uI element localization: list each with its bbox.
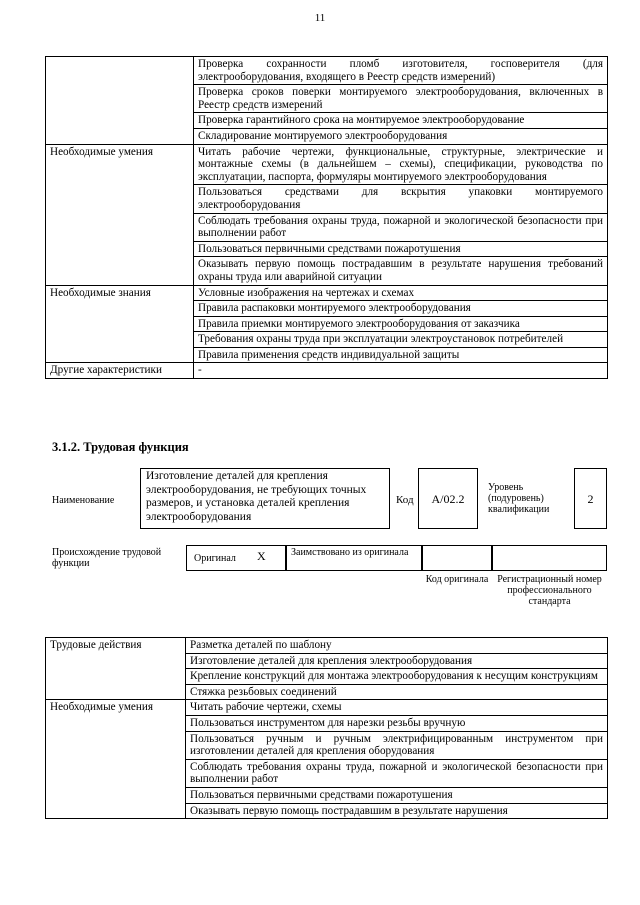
- table-row: [46, 285, 608, 301]
- row-item: Разметка деталей по шаблону: [186, 638, 608, 654]
- table-row: [46, 57, 608, 85]
- row-label: Необходимые умения: [46, 144, 194, 285]
- row-label: Трудовые действия: [46, 638, 186, 700]
- requirements-table-2: [45, 637, 608, 819]
- row-label: [46, 57, 194, 145]
- table-row: [46, 144, 608, 185]
- row-item: Проверка сроков поверки монтируемого электрооборудования, включенных в Реестр средств измерений: [194, 85, 608, 113]
- name-label: Наименование: [52, 495, 115, 506]
- row-item: Оказывать первую помощь пострадавшим в результате нарушения: [186, 803, 608, 819]
- row-item: Правила приемки монтируемого электрооборудования от заказчика: [194, 316, 608, 332]
- page-number: 11: [314, 12, 326, 24]
- row-label: Другие характеристики: [46, 363, 194, 379]
- code-label: Код: [396, 494, 414, 506]
- row-item: Крепление конструкций для монтажа электрооборудования к несущим конструкциям: [186, 669, 608, 685]
- row-item: Стяжка резьбовых соединений: [186, 684, 608, 700]
- row-item: Требования охраны труда при эксплуатации электроустановок потребителей: [194, 332, 608, 348]
- row-item: Условные изображения на чертежах и схемах: [194, 285, 608, 301]
- row-item: Пользоваться первичными средствами пожаротушения: [186, 787, 608, 803]
- function-code: A/02.2: [418, 468, 478, 529]
- row-item: Пользоваться первичными средствами пожаротушения: [194, 241, 608, 257]
- row-item: Проверка гарантийного срока на монтируемое электрооборудование: [194, 113, 608, 129]
- table-row: [46, 700, 608, 716]
- reg-number-label: Регистрационный номер профессионального стандарта: [497, 574, 602, 607]
- origin-label: Происхождение трудовой функции: [52, 547, 162, 569]
- original-mark: X: [257, 549, 266, 563]
- row-item: Пользоваться инструментом для нарезки резьбы вручную: [186, 715, 608, 731]
- row-item: Проверка сохранности пломб изготовителя, госповерителя (для электрооборудования, входящего в Реестр средств измерений): [194, 57, 608, 85]
- function-name: Изготовление деталей для крепления электрооборудования, не требующих точных размеров, и установка деталей крепления электрооборудования: [140, 468, 390, 529]
- row-item: -: [194, 363, 608, 379]
- table-row: [46, 638, 608, 654]
- row-item: Пользоваться средствами для вскрытия упаковки монтируемого электрооборудования: [194, 185, 608, 213]
- reg-number-cell: [492, 545, 607, 571]
- table-row: [46, 363, 608, 379]
- row-item: Изготовление деталей для крепления электрооборудования: [186, 653, 608, 669]
- row-label: Необходимые знания: [46, 285, 194, 363]
- row-label: Необходимые умения: [46, 700, 186, 819]
- row-item: Читать рабочие чертежи, функциональные, структурные, электрические и монтажные схемы (в дальнейшем – схемы), спецификации, руководства по эксплуатации, паспорта, формуляры монтируемого электрооборудования: [194, 144, 608, 185]
- original-cell: [186, 545, 286, 571]
- borrowed-cell: [286, 545, 422, 571]
- row-item: Складирование монтируемого электрооборудования: [194, 128, 608, 144]
- row-item: Оказывать первую помощь пострадавшим в результате нарушения требований охраны труда или аварийной ситуации: [194, 257, 608, 285]
- row-item: Читать рабочие чертежи, схемы: [186, 700, 608, 716]
- code-original-label: Код оригинала: [425, 574, 489, 585]
- level-label: Уровень (подуровень) квалификации: [488, 482, 550, 515]
- row-item: Пользоваться ручным и ручным электрифицированным инструментом при изготовлении деталей для крепления оборудования: [186, 731, 608, 759]
- original-label: Оригинал: [194, 553, 236, 564]
- section-title: 3.1.2. Трудовая функция: [52, 440, 189, 454]
- qualification-level: 2: [574, 468, 607, 529]
- row-item: Соблюдать требования охраны труда, пожарной и экологической безопасности при выполнении работ: [186, 759, 608, 787]
- row-item: Соблюдать требования охраны труда, пожарной и экологической безопасности при выполнении работ: [194, 213, 608, 241]
- requirements-table-1: [45, 56, 608, 379]
- code-original-cell: [422, 545, 492, 571]
- row-item: Правила распаковки монтируемого электрооборудования: [194, 301, 608, 317]
- borrowed-label: Заимствовано из оригинала: [291, 547, 409, 558]
- row-item: Правила применения средств индивидуальной защиты: [194, 347, 608, 363]
